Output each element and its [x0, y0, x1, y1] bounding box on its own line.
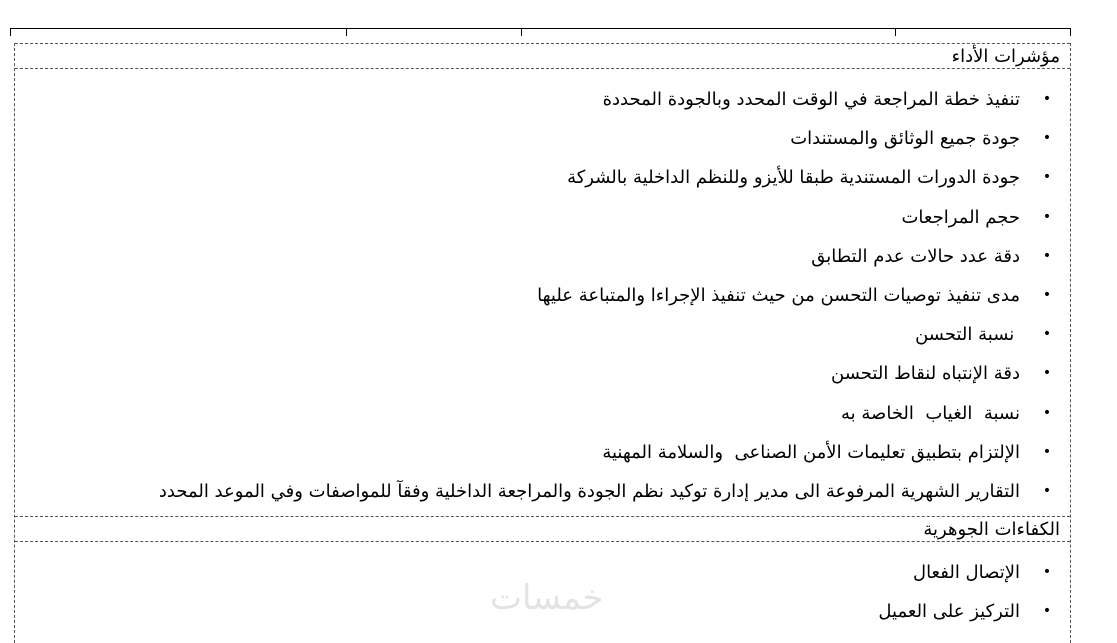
list-item: • الإتصال الفعال — [15, 553, 1070, 592]
bullet-icon: • — [1042, 169, 1052, 186]
section-title: مؤشرات الأداء — [951, 46, 1060, 67]
bullet-icon: • — [1042, 326, 1052, 343]
section-header-kpis — [15, 43, 1070, 69]
bullet-icon: • — [1042, 91, 1052, 107]
section-header-core-competencies — [15, 516, 1070, 542]
list-item: • حجم المراجعات — [15, 198, 1070, 237]
list-item: • جودة الدورات المستندية طبقا للأيزو وللنظم الداخلية بالشركة — [15, 158, 1070, 197]
list-item: • التركيز على العميل — [15, 592, 1070, 631]
bullet-icon: • — [1042, 404, 1052, 421]
list-item: • نسبة التحسن — [15, 315, 1070, 354]
document-table — [14, 43, 1071, 643]
bullet-icon: • — [1042, 603, 1052, 620]
list-item: • تنفيذ خطة المراجعة في الوقت المحدد وبالجودة المحددة — [15, 80, 1070, 119]
list-item: • الإلتزام بتطبيق تعليمات الأمن الصناعى والسلامة المهنية — [15, 433, 1070, 472]
list-item: • التقارير الشهرية المرفوعة الى مدير إدارة توكيد نظم الجودة والمراجعة الداخلية وفقآ للمواصفات وفي الموعد المحدد — [15, 472, 1070, 511]
bullet-icon: • — [1042, 482, 1052, 499]
column-tick — [10, 28, 11, 36]
bullet-icon: • — [1042, 247, 1052, 264]
top-border-line — [10, 28, 1071, 29]
bullet-icon: • — [1042, 208, 1052, 225]
column-tick — [521, 28, 522, 36]
list-item: • دقة عدد حالات عدم التطابق — [15, 237, 1070, 276]
list-item: • دقة الإنتباه لنقاط التحسن — [15, 354, 1070, 393]
section-title: الكفاءات الجوهرية — [923, 519, 1060, 540]
column-tick — [346, 28, 347, 36]
kpi-list — [15, 80, 1070, 511]
bullet-icon: • — [1042, 130, 1052, 147]
column-tick — [895, 28, 896, 36]
bullet-icon: • — [1042, 564, 1052, 580]
list-item: • نسبة الغياب الخاصة به — [15, 394, 1070, 433]
bullet-icon: • — [1042, 365, 1052, 382]
column-tick — [1070, 28, 1071, 36]
bullet-icon: • — [1042, 286, 1052, 303]
list-item: • مدى تنفيذ توصيات التحسن من حيث تنفيذ الإجراءا والمتباعة عليها — [15, 276, 1070, 315]
bullet-icon: • — [1042, 443, 1052, 460]
watermark-logo: خمسات — [490, 578, 604, 618]
list-item: • جودة جميع الوثائق والمستندات — [15, 119, 1070, 158]
